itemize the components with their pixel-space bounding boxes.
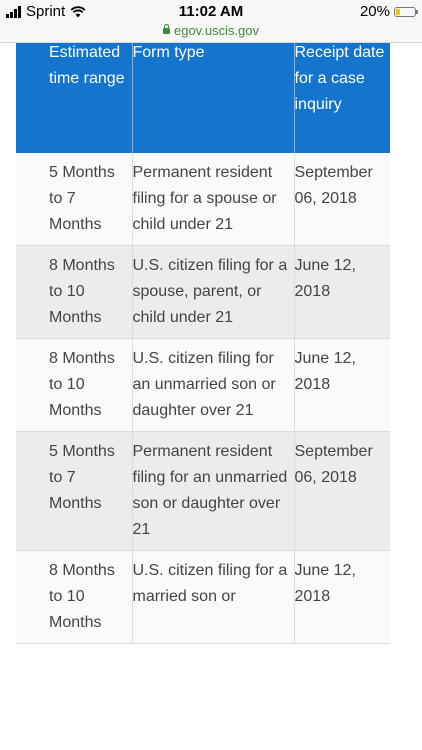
battery-icon	[394, 7, 416, 17]
cell-time-range: 5 Months to 7 Months	[16, 432, 132, 551]
cell-form-type: U.S. citizen filing for a spouse, parent, or child under 21	[132, 246, 294, 339]
lock-icon	[163, 28, 170, 34]
cell-time-range: 8 Months to 10 Months	[16, 246, 132, 339]
table-row	[16, 153, 390, 246]
header-estimated-time-range-label: Estimated time range	[49, 44, 125, 87]
page-content	[0, 43, 422, 750]
header-form-type-label: Form type	[132, 44, 205, 61]
table-row	[16, 339, 390, 432]
header-receipt-date-label: Receipt date for a case inquiry	[294, 44, 385, 113]
cell-form-type: Permanent resident filing for an unmarried son or daughter over 21	[132, 432, 294, 551]
processing-times-table-wrapper	[16, 43, 390, 644]
table-row	[16, 246, 390, 339]
battery-tip	[416, 10, 418, 14]
cell-time-range: 5 Months to 7 Months	[16, 153, 132, 246]
cell-form-type: U.S. citizen filing for a married son or	[132, 551, 294, 644]
processing-times-table	[16, 43, 390, 644]
table-body	[16, 153, 390, 644]
cell-time-range: 8 Months to 10 Months	[16, 339, 132, 432]
cell-time-range: 8 Months to 10 Months	[16, 551, 132, 644]
header-form-type	[132, 43, 294, 153]
url-text: egov.uscis.gov	[173, 23, 260, 38]
cell-form-type: Permanent resident filing for a spouse or child under 21	[132, 153, 294, 246]
cell-receipt-date: June 12, 2018	[294, 551, 390, 644]
battery-fill	[396, 9, 400, 15]
cell-receipt-date: September 06, 2018	[294, 153, 390, 246]
table-row	[16, 432, 390, 551]
url-bar[interactable]	[0, 23, 422, 43]
cell-receipt-date: September 06, 2018	[294, 432, 390, 551]
cell-form-type: U.S. citizen filing for an unmarried son or daughter over 21	[132, 339, 294, 432]
cell-receipt-date: June 12, 2018	[294, 246, 390, 339]
status-bar	[0, 0, 422, 23]
status-time: 11:02 AM	[178, 3, 244, 20]
table-row	[16, 551, 390, 644]
status-right	[360, 3, 416, 20]
cell-receipt-date: June 12, 2018	[294, 339, 390, 432]
carrier-name: Sprint	[26, 3, 66, 20]
battery-percent: 20%	[359, 3, 390, 20]
table-header	[16, 43, 390, 153]
header-receipt-date	[294, 43, 390, 153]
header-estimated-time-range	[16, 43, 132, 153]
